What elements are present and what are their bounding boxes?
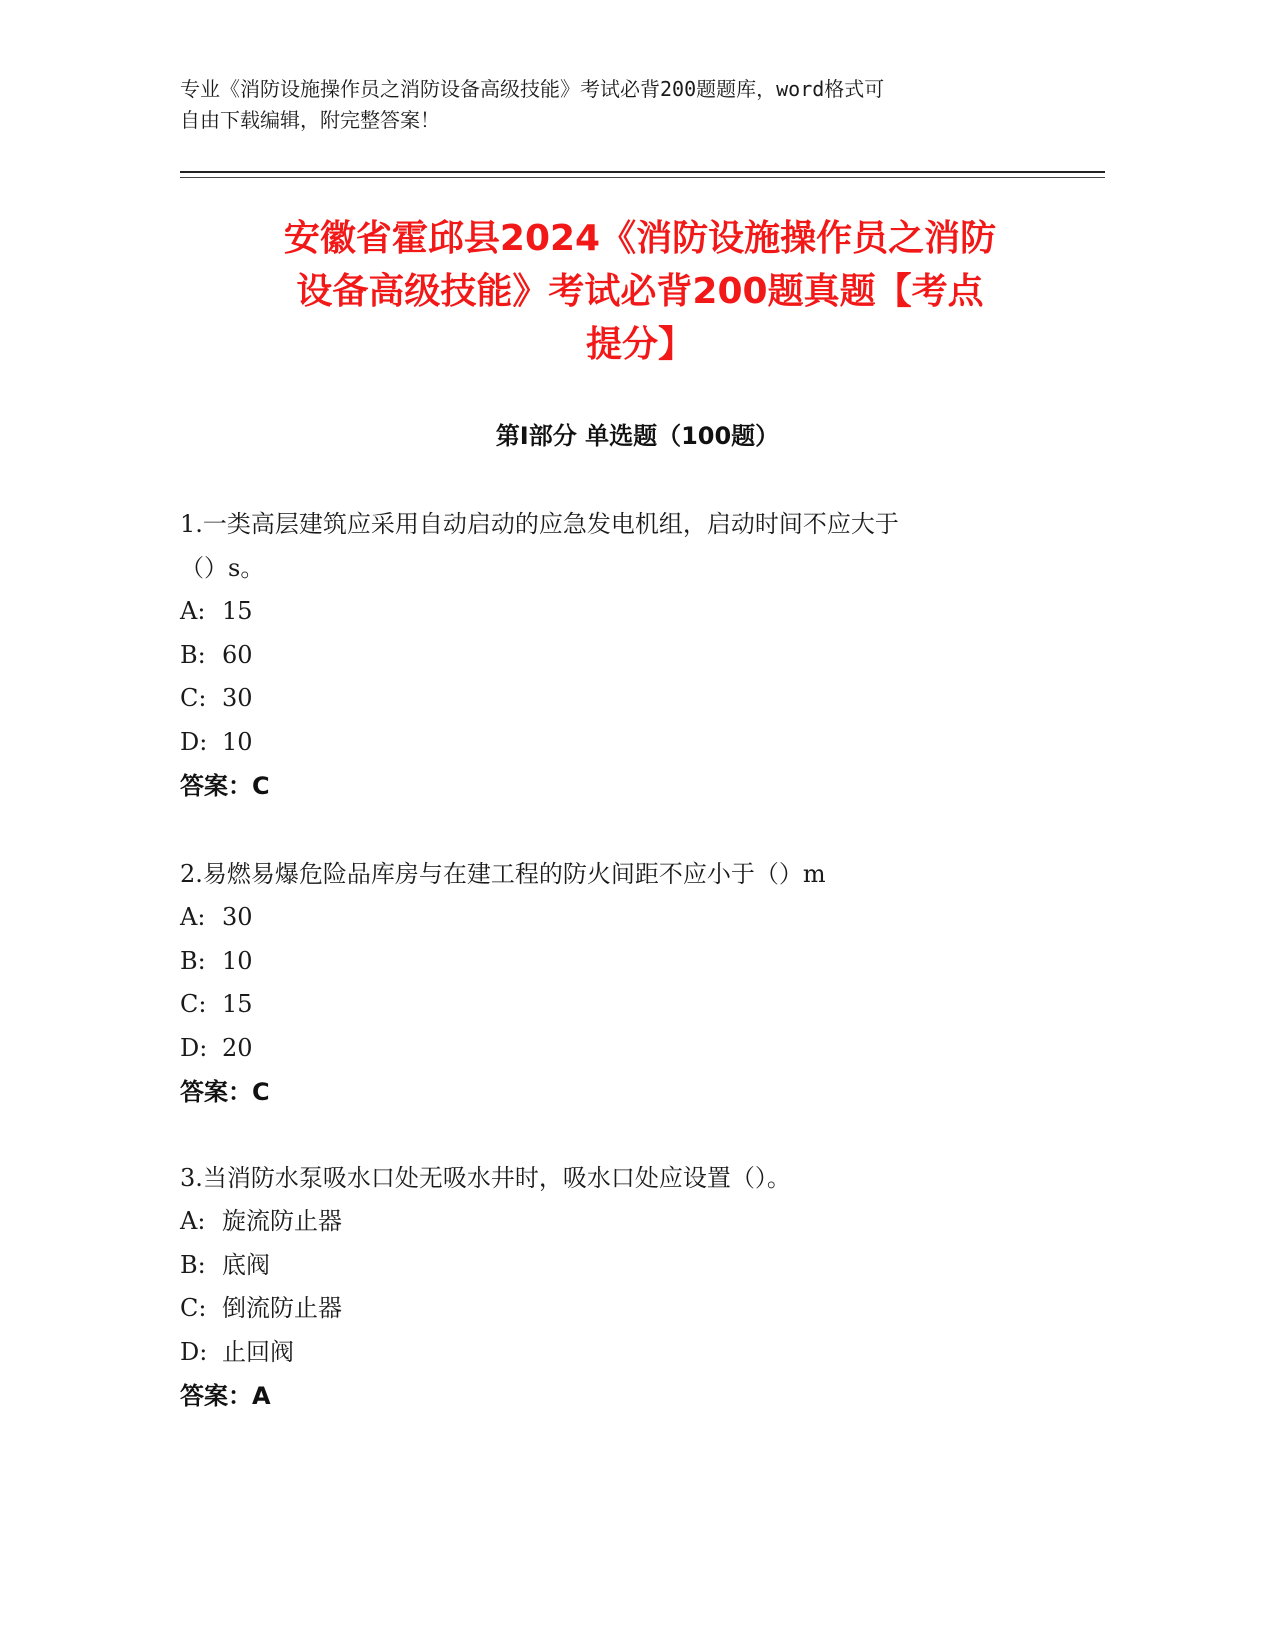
- option-c: [180, 1287, 1080, 1331]
- option-text: 20: [222, 1033, 253, 1062]
- header-note-line: 自由下载编辑，附完整答案！: [180, 108, 440, 132]
- document-title: [140, 212, 1140, 371]
- question-2: [180, 852, 1080, 1114]
- answer: 答案：C: [180, 772, 270, 800]
- answer: 答案：C: [180, 1078, 270, 1106]
- section-heading: 第Ⅰ部分 单选题（100题）: [495, 422, 780, 450]
- option-letter: D:: [180, 727, 208, 756]
- option-a: [180, 590, 1080, 634]
- option-text: 15: [222, 597, 253, 625]
- option-letter: A:: [180, 1207, 206, 1235]
- option-letter: D:: [180, 1337, 208, 1366]
- option-letter: A:: [180, 597, 206, 625]
- option-text: 倒流防止器: [222, 1294, 342, 1322]
- option-text: 底阀: [222, 1250, 270, 1279]
- header-note-line: 专业《消防设施操作员之消防设备高级技能》考试必背200题题库，word格式可: [180, 77, 885, 101]
- question-1: [180, 502, 1080, 808]
- header-divider-thin: [180, 177, 1105, 178]
- option-d: [180, 721, 1080, 765]
- option-letter: B:: [180, 946, 206, 975]
- option-text: 止回阀: [222, 1337, 294, 1366]
- title-line: 安徽省霍邱县2024《消防设施操作员之消防: [283, 218, 997, 259]
- option-b: [180, 940, 1080, 984]
- option-letter: C:: [180, 684, 207, 712]
- option-a: [180, 1200, 1080, 1244]
- question-stem: 3.当消防水泵吸水口处无吸水井时，吸水口处应设置（）。: [180, 1164, 791, 1192]
- option-d: [180, 1027, 1080, 1071]
- title-line: 提分】: [585, 324, 694, 365]
- header-note: [180, 74, 1060, 136]
- option-letter: B:: [180, 640, 206, 669]
- option-c: [180, 983, 1080, 1027]
- option-text: 10: [222, 727, 253, 756]
- option-b: [180, 634, 1080, 678]
- question-stem: （）s。: [180, 554, 265, 582]
- option-a: [180, 896, 1080, 940]
- option-text: 30: [222, 684, 253, 712]
- option-c: [180, 677, 1080, 721]
- option-text: 30: [222, 903, 253, 931]
- option-text: 60: [222, 640, 253, 669]
- option-b: [180, 1244, 1080, 1288]
- option-letter: B:: [180, 1250, 206, 1279]
- option-letter: A:: [180, 903, 206, 931]
- option-text: 旋流防止器: [222, 1207, 342, 1235]
- question-stem: 2.易燃易爆危险品库房与在建工程的防火间距不应小于（）m: [180, 860, 826, 888]
- option-text: 10: [222, 946, 253, 975]
- answer: 答案：A: [180, 1382, 271, 1410]
- option-letter: C:: [180, 1294, 207, 1322]
- title-line: 设备高级技能》考试必背200题真题【考点: [296, 271, 984, 312]
- question-3: [180, 1156, 1080, 1418]
- option-text: 15: [222, 990, 253, 1018]
- option-d: [180, 1331, 1080, 1375]
- question-stem: 1.一类高层建筑应采用自动启动的应急发电机组，启动时间不应大于: [180, 510, 899, 538]
- option-letter: C:: [180, 990, 207, 1018]
- option-letter: D:: [180, 1033, 208, 1062]
- header-divider-thick: [180, 171, 1105, 173]
